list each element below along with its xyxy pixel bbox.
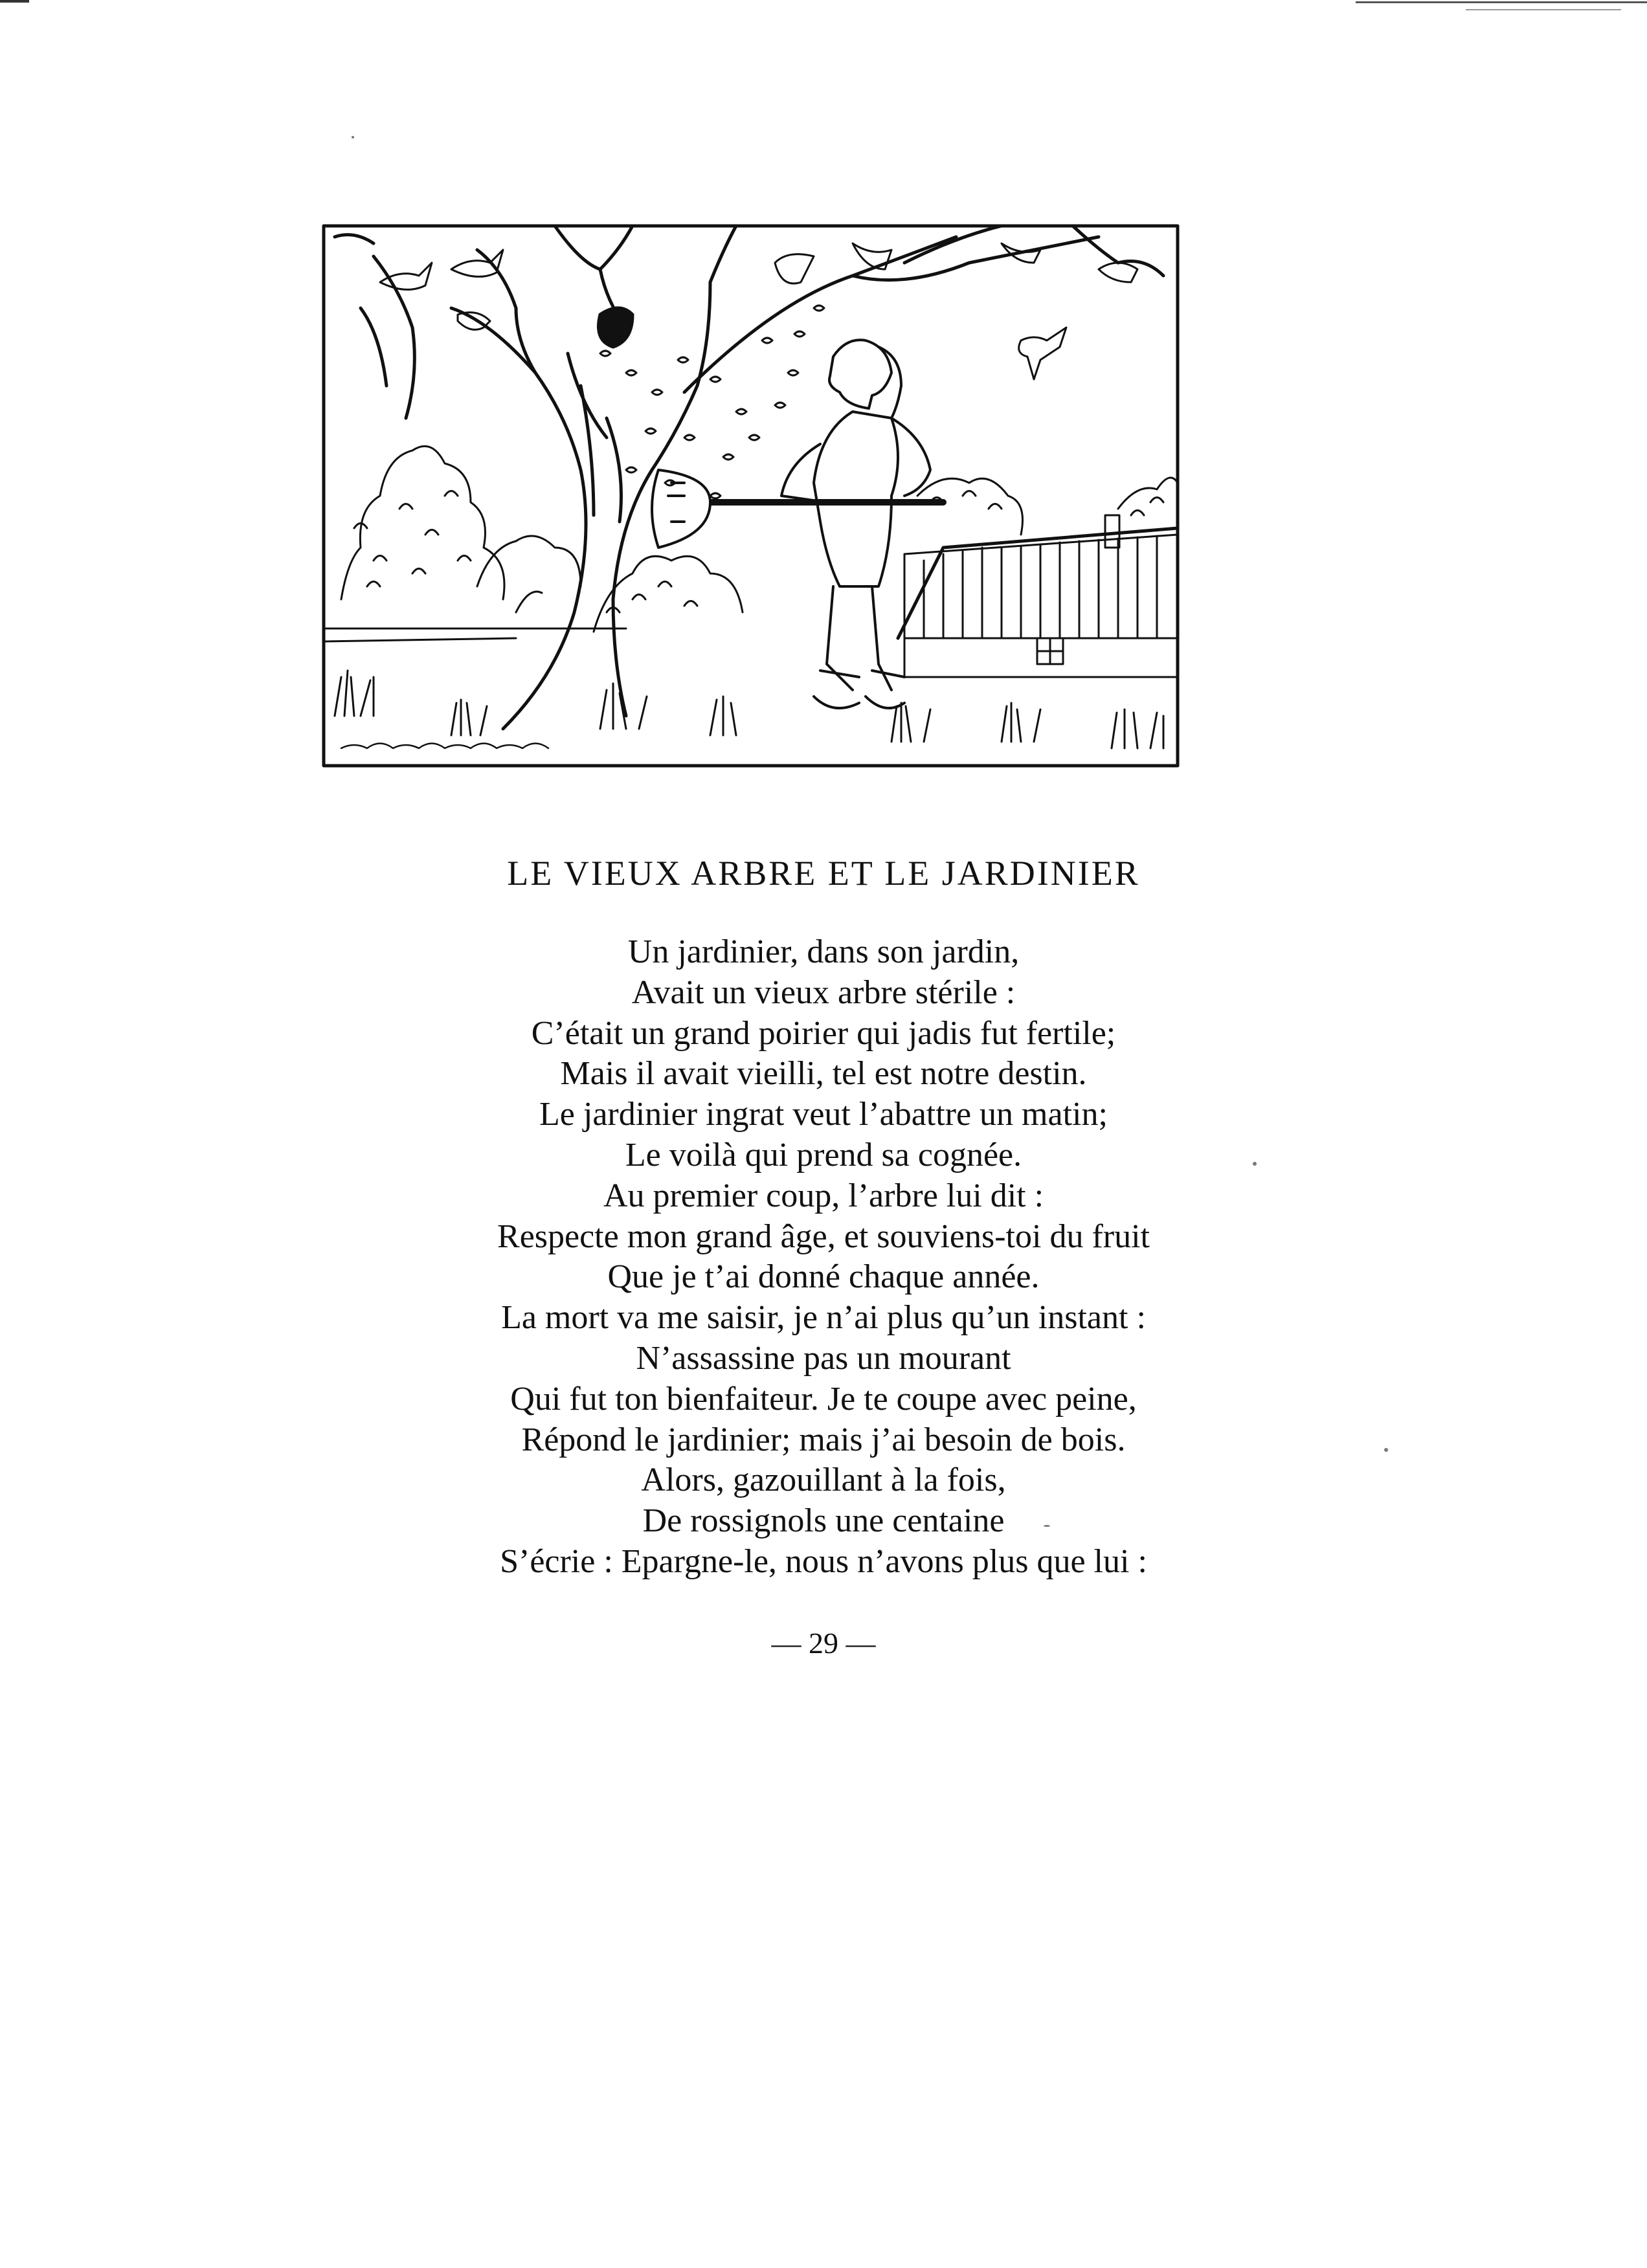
scan-speck	[352, 136, 354, 139]
scan-speck	[1384, 1448, 1388, 1452]
falling-leaves	[600, 306, 824, 498]
poem-title: LE VIEUX ARBRE ET LE JARDINIER	[507, 854, 1140, 893]
cottage	[898, 515, 1178, 677]
scan-speck	[1253, 1162, 1257, 1166]
old-pear-tree	[335, 226, 1163, 729]
verse-line: N’assassine pas un mourant	[636, 1339, 1011, 1377]
poem-verses	[0, 932, 1647, 1583]
verse-line: S’écrie : Epargne-le, nous n’avons plus que lui :	[500, 1542, 1147, 1580]
verse-line: Répond le jardinier; mais j’ai besoin de bois.	[521, 1421, 1126, 1458]
scan-speck	[1044, 1525, 1050, 1527]
verse-line: De rossignols une centaine	[642, 1502, 1005, 1540]
gardener-figure	[652, 340, 943, 708]
fable-illustration	[322, 224, 1180, 768]
verse-line: Respecte mon grand âge, et souviens-toi du fruit	[497, 1217, 1150, 1255]
verse-line: Que je t’ai donné chaque année.	[607, 1258, 1040, 1296]
verse-line: Qui fut ton bienfaiteur. Je te coupe avec peine,	[510, 1380, 1137, 1418]
verse-line: La mort va me saisir, je n’ai plus qu’un instant :	[501, 1299, 1146, 1337]
verse-line: Un jardinier, dans son jardin,	[627, 933, 1020, 970]
verse-line: Le jardinier ingrat veut l’abattre un matin;	[539, 1096, 1108, 1133]
scan-edge-lines	[1356, 0, 1647, 14]
verse-line: Le voilà qui prend sa cognée.	[625, 1136, 1022, 1173]
artist-signature	[341, 744, 548, 749]
verse-line: Alors, gazouillant à la fois,	[641, 1462, 1006, 1499]
verse-line: Avait un vieux arbre stérile :	[631, 973, 1016, 1011]
verse-line: C’était un grand poirier qui jadis fut fertile;	[531, 1014, 1116, 1052]
page-number: — 29 —	[771, 1627, 876, 1660]
grass	[335, 671, 1163, 748]
verse-line: Mais il avait vieilli, tel est notre destin.	[560, 1055, 1087, 1093]
scan-edge-mark	[0, 0, 29, 3]
verse-line: Au premier coup, l’arbre lui dit :	[603, 1177, 1044, 1214]
